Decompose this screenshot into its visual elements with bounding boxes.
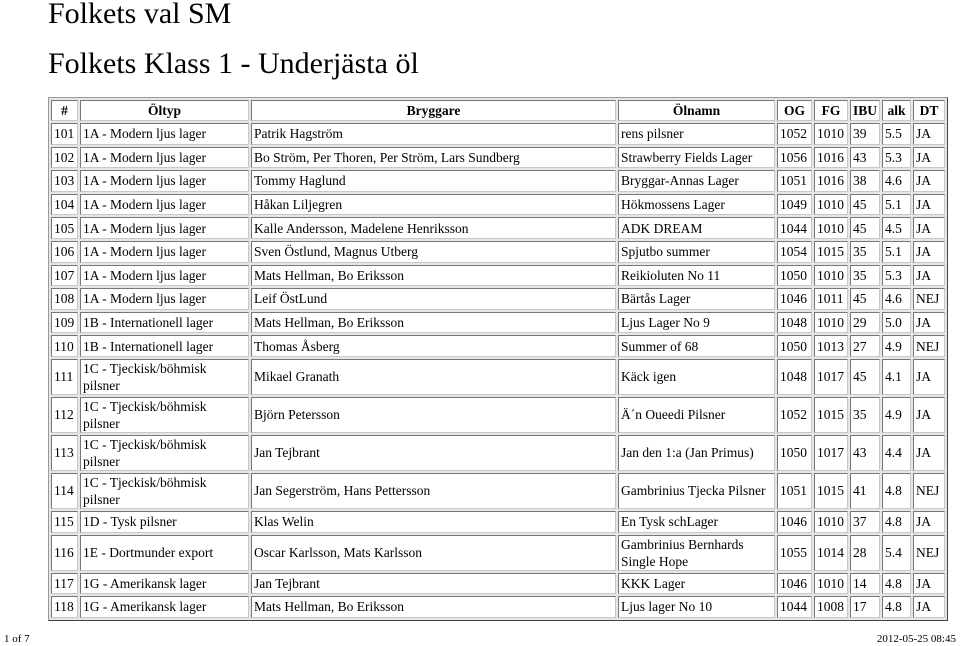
cell-ibu: 29 [850, 312, 880, 334]
cell-dt: NEJ [913, 335, 945, 357]
cell-fg: 1010 [814, 511, 848, 533]
cell-bryggare: Leif ÖstLund [251, 288, 616, 310]
cell-dt: JA [913, 147, 945, 169]
cell-ibu: 38 [850, 170, 880, 192]
cell-number: 103 [51, 170, 78, 192]
cell-og: 1046 [777, 511, 812, 533]
cell-oltyp: 1A - Modern ljus lager [80, 241, 249, 263]
cell-dt: JA [913, 397, 945, 433]
cell-og: 1050 [777, 435, 812, 471]
cell-bryggare: Mats Hellman, Bo Eriksson [251, 312, 616, 334]
table-row [51, 123, 945, 145]
cell-fg: 1010 [814, 265, 848, 287]
cell-alk: 4.6 [882, 288, 911, 310]
cell-og: 1044 [777, 217, 812, 239]
cell-dt: NEJ [913, 473, 945, 509]
page-indicator: 1 of 7 [4, 633, 30, 645]
cell-og: 1046 [777, 288, 812, 310]
cell-number: 101 [51, 123, 78, 145]
header-number: # [51, 100, 78, 121]
table-row [51, 147, 945, 169]
cell-og: 1046 [777, 573, 812, 595]
cell-dt: JA [913, 217, 945, 239]
results-table-wrapper [48, 97, 948, 621]
cell-olnamn: Spjutbo summer [618, 241, 775, 263]
header-fg: FG [814, 100, 848, 121]
cell-ibu: 41 [850, 473, 880, 509]
cell-bryggare: Mats Hellman, Bo Eriksson [251, 596, 616, 618]
cell-oltyp: 1C - Tjeckisk/böhmisk pilsner [80, 359, 249, 395]
cell-og: 1052 [777, 397, 812, 433]
cell-og: 1048 [777, 359, 812, 395]
cell-olnamn: Summer of 68 [618, 335, 775, 357]
cell-olnamn: En Tysk schLager [618, 511, 775, 533]
header-bryggare: Bryggare [251, 100, 616, 121]
cell-fg: 1015 [814, 397, 848, 433]
page-subtitle: Folkets Klass 1 - Underjästa öl [48, 47, 419, 80]
cell-fg: 1011 [814, 288, 848, 310]
table-row [51, 335, 945, 357]
cell-fg: 1010 [814, 194, 848, 216]
cell-bryggare: Jan Tejbrant [251, 435, 616, 471]
cell-alk: 4.5 [882, 217, 911, 239]
cell-number: 116 [51, 535, 78, 571]
header-olnamn: Ölnamn [618, 100, 775, 121]
cell-bryggare: Thomas Åsberg [251, 335, 616, 357]
cell-alk: 4.1 [882, 359, 911, 395]
cell-oltyp: 1A - Modern ljus lager [80, 147, 249, 169]
cell-olnamn: Ljus lager No 10 [618, 596, 775, 618]
table-row [51, 596, 945, 618]
table-row [51, 241, 945, 263]
cell-oltyp: 1C - Tjeckisk/böhmisk pilsner [80, 473, 249, 509]
cell-olnamn: Reikioluten No 11 [618, 265, 775, 287]
cell-dt: JA [913, 435, 945, 471]
cell-alk: 4.8 [882, 596, 911, 618]
cell-alk: 4.9 [882, 335, 911, 357]
cell-dt: JA [913, 123, 945, 145]
cell-ibu: 27 [850, 335, 880, 357]
cell-oltyp: 1A - Modern ljus lager [80, 123, 249, 145]
cell-number: 104 [51, 194, 78, 216]
cell-dt: JA [913, 573, 945, 595]
cell-bryggare: Björn Petersson [251, 397, 616, 433]
cell-oltyp: 1A - Modern ljus lager [80, 217, 249, 239]
table-row [51, 535, 945, 571]
cell-number: 114 [51, 473, 78, 509]
cell-olnamn: rens pilsner [618, 123, 775, 145]
cell-og: 1051 [777, 473, 812, 509]
cell-ibu: 45 [850, 359, 880, 395]
cell-number: 110 [51, 335, 78, 357]
cell-olnamn: Ljus Lager No 9 [618, 312, 775, 334]
cell-ibu: 35 [850, 397, 880, 433]
cell-number: 109 [51, 312, 78, 334]
cell-dt: NEJ [913, 535, 945, 571]
cell-ibu: 45 [850, 217, 880, 239]
results-table [48, 97, 948, 621]
cell-ibu: 37 [850, 511, 880, 533]
cell-fg: 1014 [814, 535, 848, 571]
cell-og: 1056 [777, 147, 812, 169]
table-row [51, 573, 945, 595]
cell-ibu: 43 [850, 435, 880, 471]
cell-og: 1050 [777, 335, 812, 357]
cell-oltyp: 1E - Dortmunder export [80, 535, 249, 571]
cell-fg: 1016 [814, 147, 848, 169]
cell-og: 1044 [777, 596, 812, 618]
table-row [51, 511, 945, 533]
cell-dt: JA [913, 596, 945, 618]
cell-ibu: 43 [850, 147, 880, 169]
cell-og: 1051 [777, 170, 812, 192]
cell-og: 1050 [777, 265, 812, 287]
cell-bryggare: Kalle Andersson, Madelene Henriksson [251, 217, 616, 239]
cell-number: 115 [51, 511, 78, 533]
cell-bryggare: Jan Tejbrant [251, 573, 616, 595]
cell-ibu: 28 [850, 535, 880, 571]
cell-oltyp: 1B - Internationell lager [80, 335, 249, 357]
cell-alk: 4.8 [882, 473, 911, 509]
cell-bryggare: Klas Welin [251, 511, 616, 533]
cell-og: 1052 [777, 123, 812, 145]
header-ibu: IBU [850, 100, 880, 121]
cell-alk: 4.8 [882, 573, 911, 595]
cell-alk: 5.1 [882, 241, 911, 263]
cell-oltyp: 1A - Modern ljus lager [80, 170, 249, 192]
cell-olnamn: Gambrinius Tjecka Pilsner [618, 473, 775, 509]
cell-olnamn: Bärtås Lager [618, 288, 775, 310]
cell-dt: JA [913, 170, 945, 192]
cell-alk: 5.3 [882, 147, 911, 169]
cell-dt: JA [913, 194, 945, 216]
cell-number: 105 [51, 217, 78, 239]
cell-alk: 5.3 [882, 265, 911, 287]
cell-dt: JA [913, 241, 945, 263]
cell-ibu: 17 [850, 596, 880, 618]
cell-fg: 1015 [814, 241, 848, 263]
cell-oltyp: 1A - Modern ljus lager [80, 288, 249, 310]
cell-alk: 5.1 [882, 194, 911, 216]
cell-oltyp: 1G - Amerikansk lager [80, 596, 249, 618]
cell-olnamn: ADK DREAM [618, 217, 775, 239]
cell-oltyp: 1C - Tjeckisk/böhmisk pilsner [80, 435, 249, 471]
table-row [51, 473, 945, 509]
cell-og: 1055 [777, 535, 812, 571]
cell-fg: 1008 [814, 596, 848, 618]
cell-fg: 1016 [814, 170, 848, 192]
cell-number: 112 [51, 397, 78, 433]
cell-oltyp: 1A - Modern ljus lager [80, 194, 249, 216]
page-title: Folkets val SM [48, 0, 232, 30]
cell-fg: 1017 [814, 435, 848, 471]
table-row [51, 288, 945, 310]
cell-dt: JA [913, 312, 945, 334]
cell-bryggare: Patrik Hagström [251, 123, 616, 145]
print-timestamp: 2012-05-25 08:45 [876, 633, 956, 645]
cell-og: 1049 [777, 194, 812, 216]
table-row [51, 359, 945, 395]
cell-dt: JA [913, 511, 945, 533]
cell-oltyp: 1C - Tjeckisk/böhmisk pilsner [80, 397, 249, 433]
cell-bryggare: Mats Hellman, Bo Eriksson [251, 265, 616, 287]
cell-alk: 4.8 [882, 511, 911, 533]
cell-oltyp: 1G - Amerikansk lager [80, 573, 249, 595]
cell-number: 118 [51, 596, 78, 618]
cell-ibu: 45 [850, 288, 880, 310]
cell-ibu: 35 [850, 265, 880, 287]
cell-ibu: 45 [850, 194, 880, 216]
cell-bryggare: Sven Östlund, Magnus Utberg [251, 241, 616, 263]
cell-olnamn: Hökmossens Lager [618, 194, 775, 216]
cell-alk: 4.6 [882, 170, 911, 192]
cell-number: 111 [51, 359, 78, 395]
cell-oltyp: 1A - Modern ljus lager [80, 265, 249, 287]
cell-alk: 5.4 [882, 535, 911, 571]
cell-dt: JA [913, 265, 945, 287]
header-og: OG [777, 100, 812, 121]
cell-bryggare: Tommy Haglund [251, 170, 616, 192]
cell-ibu: 35 [850, 241, 880, 263]
cell-dt: NEJ [913, 288, 945, 310]
cell-og: 1054 [777, 241, 812, 263]
cell-oltyp: 1B - Internationell lager [80, 312, 249, 334]
cell-fg: 1010 [814, 217, 848, 239]
cell-fg: 1010 [814, 573, 848, 595]
cell-number: 108 [51, 288, 78, 310]
table-header-row [51, 100, 945, 121]
cell-olnamn: Käck igen [618, 359, 775, 395]
cell-oltyp: 1D - Tysk pilsner [80, 511, 249, 533]
cell-alk: 4.4 [882, 435, 911, 471]
cell-olnamn: Ä´n Oueedi Pilsner [618, 397, 775, 433]
cell-olnamn: Bryggar-Annas Lager [618, 170, 775, 192]
table-row [51, 435, 945, 471]
table-row [51, 312, 945, 334]
table-row [51, 265, 945, 287]
cell-number: 117 [51, 573, 78, 595]
cell-olnamn: Jan den 1:a (Jan Primus) [618, 435, 775, 471]
cell-number: 106 [51, 241, 78, 263]
cell-bryggare: Oscar Karlsson, Mats Karlsson [251, 535, 616, 571]
cell-alk: 5.0 [882, 312, 911, 334]
table-body [51, 123, 945, 618]
cell-og: 1048 [777, 312, 812, 334]
table-row [51, 397, 945, 433]
cell-fg: 1015 [814, 473, 848, 509]
cell-dt: JA [913, 359, 945, 395]
header-dt: DT [913, 100, 945, 121]
cell-number: 102 [51, 147, 78, 169]
cell-number: 113 [51, 435, 78, 471]
cell-ibu: 39 [850, 123, 880, 145]
table-row [51, 194, 945, 216]
cell-bryggare: Bo Ström, Per Thoren, Per Ström, Lars Sundberg [251, 147, 616, 169]
cell-olnamn: Gambrinius Bernhards Single Hope [618, 535, 775, 571]
cell-olnamn: Strawberry Fields Lager [618, 147, 775, 169]
header-oltyp: Öltyp [80, 100, 249, 121]
cell-fg: 1017 [814, 359, 848, 395]
table-row [51, 217, 945, 239]
cell-bryggare: Håkan Liljegren [251, 194, 616, 216]
cell-fg: 1010 [814, 312, 848, 334]
cell-fg: 1010 [814, 123, 848, 145]
cell-bryggare: Jan Segerström, Hans Pettersson [251, 473, 616, 509]
cell-olnamn: KKK Lager [618, 573, 775, 595]
cell-number: 107 [51, 265, 78, 287]
cell-alk: 4.9 [882, 397, 911, 433]
cell-bryggare: Mikael Granath [251, 359, 616, 395]
cell-alk: 5.5 [882, 123, 911, 145]
table-row [51, 170, 945, 192]
header-alk: alk [882, 100, 911, 121]
cell-ibu: 14 [850, 573, 880, 595]
cell-fg: 1013 [814, 335, 848, 357]
